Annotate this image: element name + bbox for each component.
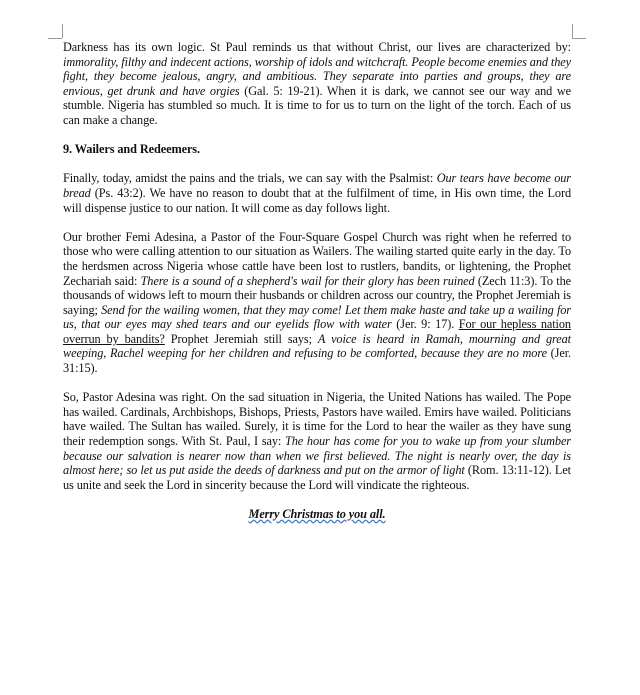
paragraph-wailers	[63, 230, 571, 376]
para3-text-g: Prophet Jeremiah still says;	[164, 331, 318, 346]
para4-quote-romans: The hour has come for you to wake up from your slumber because our salvation is nearer now than when we first believed. The night is nearly over, the day is almost here; so let us put aside the deeds of darkness and put on the armor of light	[63, 434, 571, 478]
para1-quote: immorality, filthy and indecent actions, worship of idols and witchcraft. People become enemies and they fight, they become jealous, angry, and ambitious. They separate into parties and groups, they are envious, get drunk and have orgies	[63, 54, 571, 98]
crop-mark-top-left-h	[48, 38, 62, 39]
para3-text-a: Our brother Femi Adesina, a Pastor of the Four-Square Gospel Church was right when he referred to those who were calling attention to our situation as Wailers. The wailing started quite early in the day. To the herdsmen across Nigeria whose cattle have been lost to rustlers, bandits, or lightening, the Prophet Zechariah said:	[63, 229, 571, 288]
para3-quote-ramah: A voice is heard in Ramah, mourning and great weeping, Rachel weeping for her children and refusing to be comforted, because they are no more	[63, 331, 571, 361]
section-heading: 9. Wailers and Redeemers.	[63, 142, 200, 157]
para1-text-a: Darkness has its own logic. St Paul reminds us that without Christ, our lives are characterized by:	[63, 40, 571, 54]
para4-text-c: (Rom. 13:11-12). Let us unite and seek the Lord in sincerity because the Lord will vindicate the righteous.	[63, 463, 571, 492]
para3-quote-zechariah: There is a sound of a shepherd's wail for their glory has been ruined	[140, 273, 475, 288]
para2-text-a: Finally, today, amidst the pains and the trials, we can say with the Psalmist:	[63, 171, 437, 186]
para3-text-i: (Jer. 31:15).	[63, 346, 571, 376]
para4-text-a: So, Pastor Adesina was right. On the sad situation in Nigeria, the United Nations has wailed. The Pope has wailed. Cardinals, Archbishops, Bishops, Priests, Pastors have wailed. Emirs have wailed. Politicians have wailed. The Sultan has wailed. Surely, it is time for the Lord to hear the wailer as they have sung their redemption songs. With St. Paul, I say:	[63, 390, 571, 449]
para2-text-c: (Ps. 43:2). We have no reason to doubt that at the fulfilment of time, in His own time, the Lord will dispense justice to our nation. It will come as day follows light.	[63, 185, 571, 215]
para3-text-e: (Jer. 9: 17).	[391, 317, 459, 332]
closing-text: Merry Christmas to you all.	[248, 507, 386, 521]
crop-mark-top-right-v	[572, 24, 573, 38]
para3-underlined-question: For our hepless nation overrun by bandits?	[63, 317, 571, 346]
paragraph-darkness	[63, 40, 571, 128]
crop-mark-top-right-h	[572, 38, 586, 39]
closing-greeting	[63, 507, 571, 522]
para3-text-c: (Zech 11:3). To the thousands of widows left to mourn their husbands or children across our country, the Prophet Jeremiah is saying;	[63, 273, 571, 317]
crop-mark-top-left-v	[62, 24, 63, 38]
paragraph-adesina	[63, 390, 571, 492]
paragraph-psalmist	[63, 171, 571, 215]
para1-text-c: (Gal. 5: 19-21). When it is dark, we cannot see our way and we stumble. Nigeria has stumbled so much. It is time to for us to turn on the light of the torch. Each of us can make a change.	[63, 83, 571, 127]
para3-quote-jeremiah: Send for the wailing women, that they may come! Let them make haste and take up a wailing for us, that our eyes may shed tears and our eyelids flow with water	[63, 302, 571, 332]
body-text	[63, 40, 571, 536]
para2-quote: Our tears have become our bread	[63, 171, 571, 200]
